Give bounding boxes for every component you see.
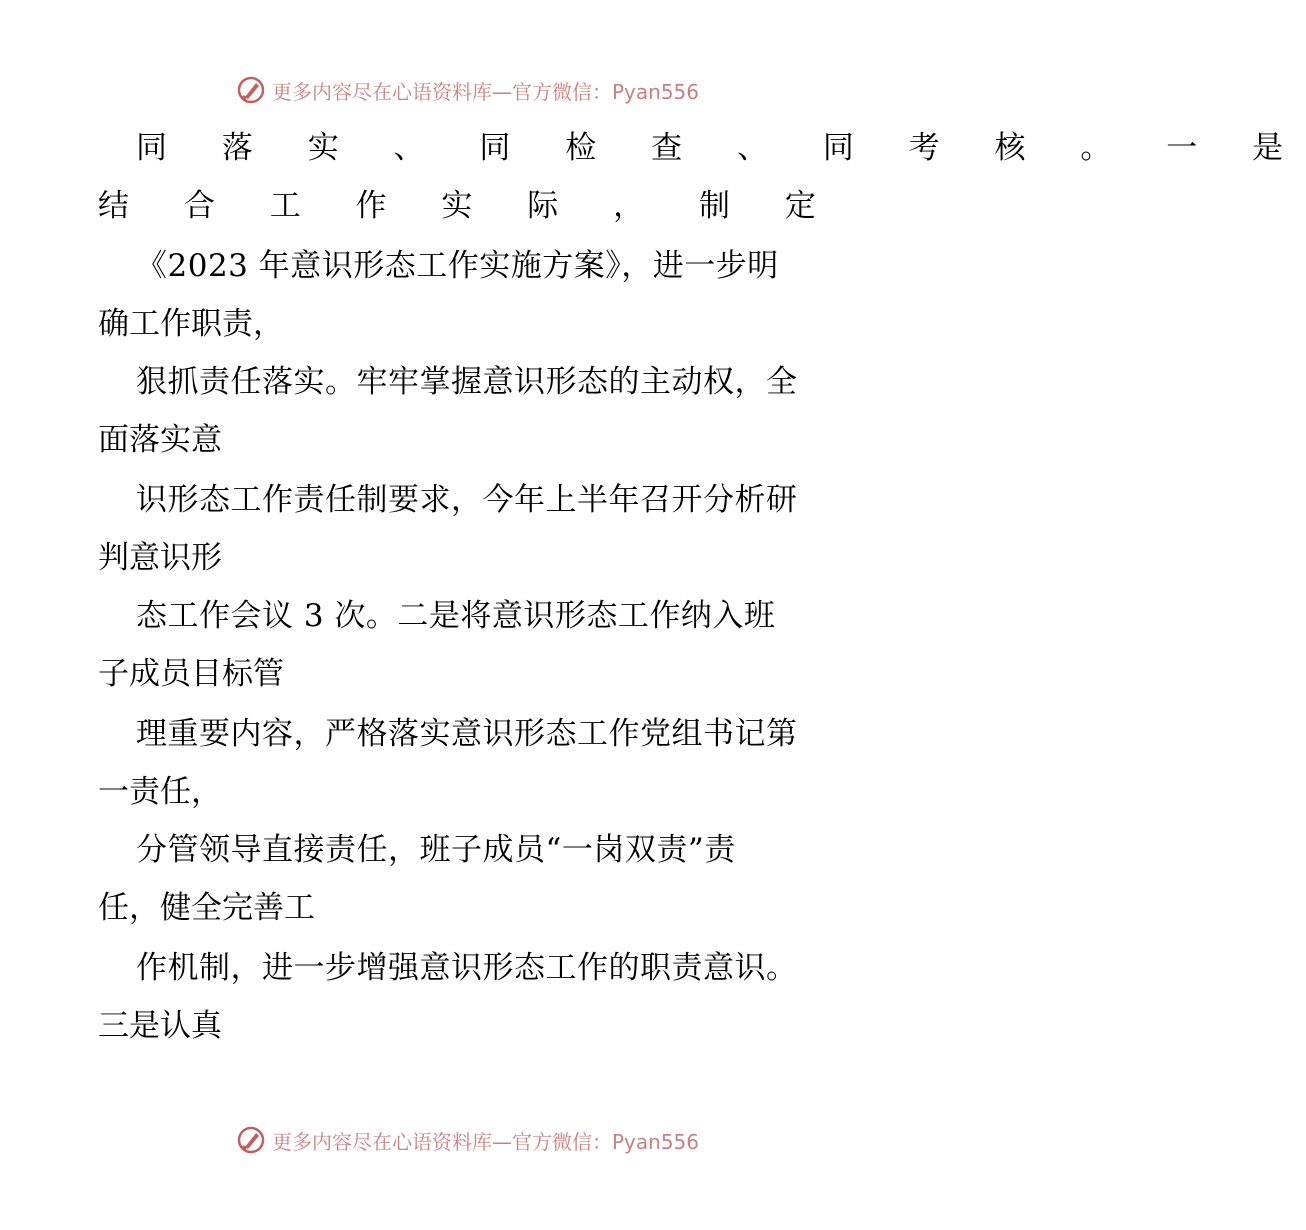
body-line-12: 一责任， [98, 774, 222, 810]
body-line-15: 作机制，进一步增强意识形态工作的职责意识。 [136, 950, 798, 986]
header-watermark [236, 73, 756, 107]
watermark-text: 更多内容尽在心语资料库—官方微信：Pyan556 [272, 1129, 700, 1154]
body-line-6: 面落实意 [98, 422, 222, 458]
body-line-5: 狠抓责任落实。牢牢掌握意识形态的主动权，全 [136, 364, 798, 400]
body-line-4: 确工作职责， [98, 306, 284, 342]
body-line-1: 同 落 实 、 同 检 查 、 同 考 核 。 一 是 [136, 130, 1306, 166]
body-line-10: 子成员目标管 [98, 656, 284, 692]
body-line-8: 判意识形 [98, 540, 222, 576]
watermark-text: 更多内容尽在心语资料库—官方微信：Pyan556 [272, 79, 700, 104]
body-line-9: 态工作会议 3 次。二是将意识形态工作纳入班 [136, 598, 776, 634]
body-line-14: 任，健全完善工 [98, 890, 315, 926]
body-line-11: 理重要内容，严格落实意识形态工作党组书记第 [136, 716, 798, 752]
body-line-13: 分管领导直接责任，班子成员“一岗双责”责 [136, 832, 736, 868]
footer-watermark [236, 1123, 756, 1157]
body-line-3: 《2023 年意识形态工作实施方案》，进一步明 [136, 248, 779, 284]
pen-seal-icon [236, 1125, 266, 1155]
body-line-7: 识形态工作责任制要求，今年上半年召开分析研 [136, 482, 798, 518]
body-line-16: 三是认真 [98, 1008, 222, 1044]
body-line-2: 结 合 工 作 实 际 ， 制 定 [98, 188, 839, 224]
pen-seal-icon [236, 75, 266, 105]
